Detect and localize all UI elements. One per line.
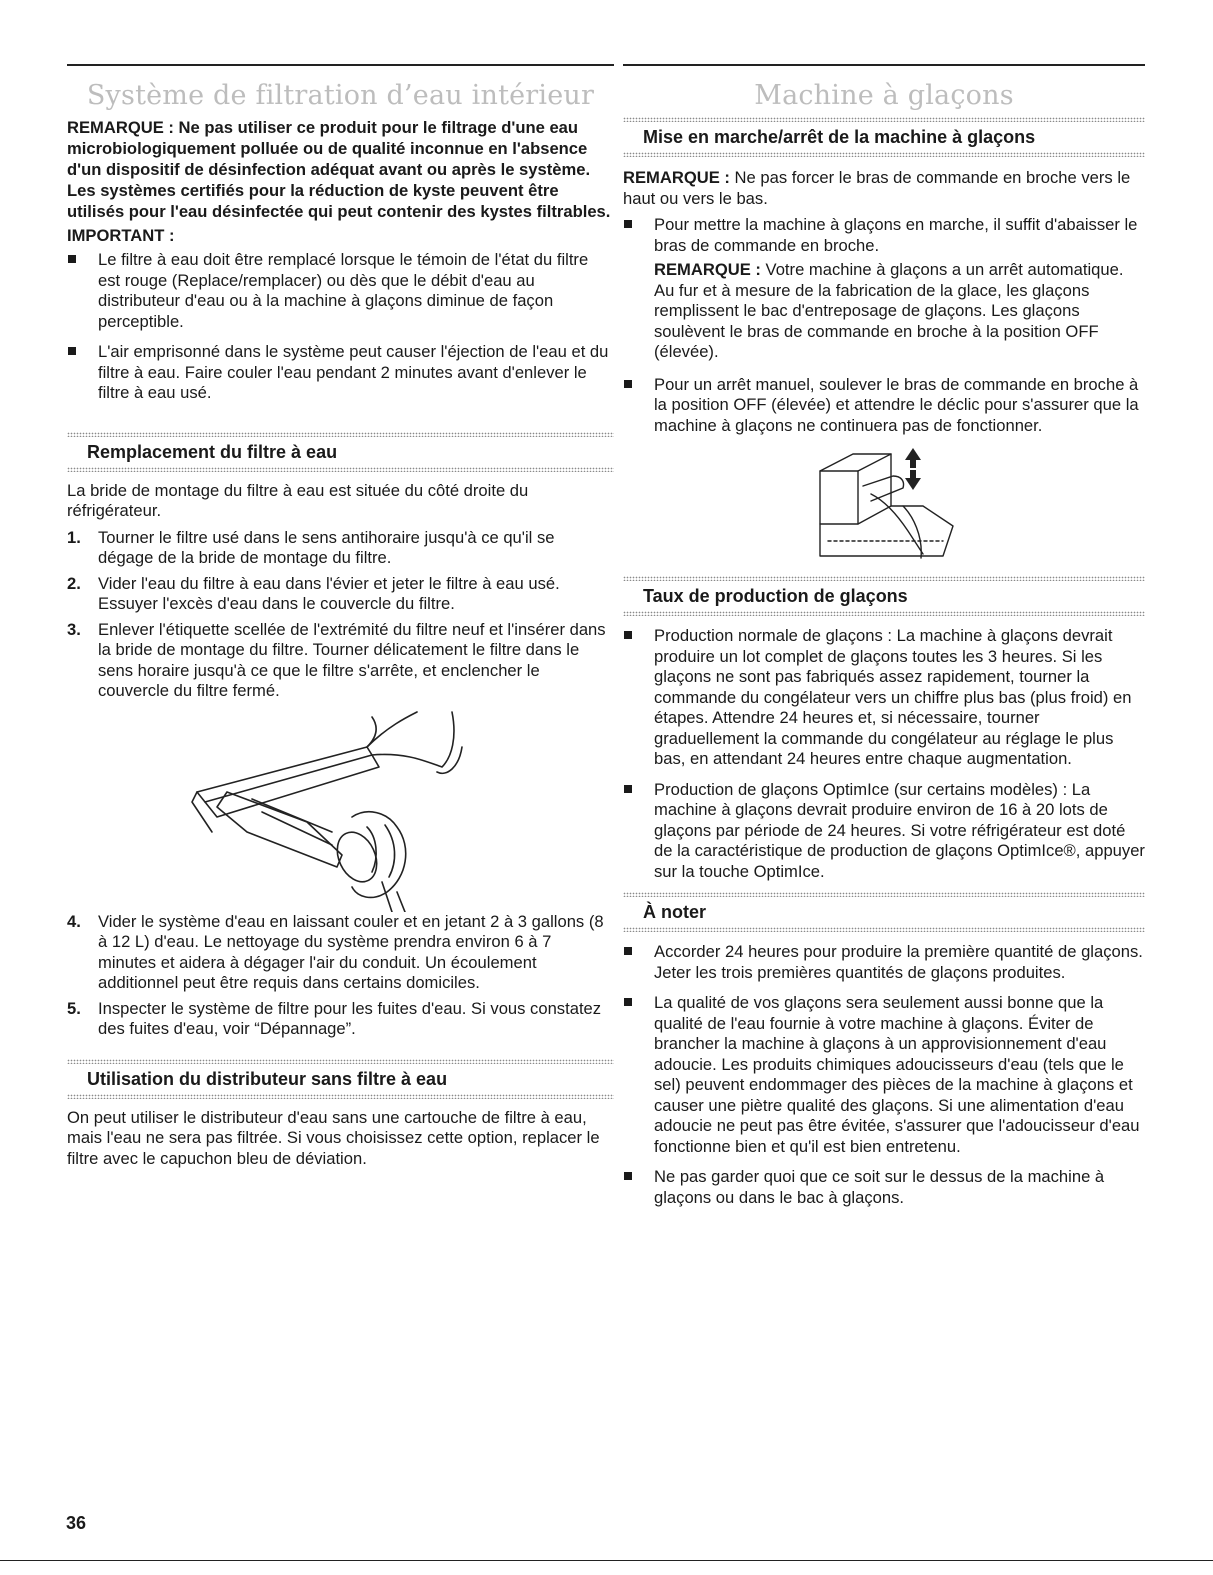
bullet-icon	[624, 947, 632, 955]
manual-stop-list	[623, 375, 1145, 437]
remarque-warning: REMARQUE : Ne pas utiliser ce produit pour le filtrage d'une eau microbiologiquement polluée ou de qualité inconnue en l'absence d'un dispositif de désinfection adéquat avant ou après le système. Les systèmes certifiés pour la réduction de kyste peuvent être utilisés pour l'eau désinfectée qui peut contenir des kystes filtrables.	[67, 118, 611, 221]
on-off-list	[623, 215, 1145, 256]
step-item: 4. Vider le système d'eau en laissant couler et en jetant 2 à 3 gallons (8 à 12 L) d'eau. Le nettoyage du système prendra environ 6 à 7 minutes et aidera à dégager l'air du conduit. Un écoulement additionnel peut être requis dans certains domiciles.	[67, 911, 604, 992]
bullet-icon	[624, 380, 632, 388]
dotted-divider	[67, 467, 614, 472]
list-item: Accorder 24 heures pour produire la première quantité de glaçons. Jeter les trois premières quantités de glaçons produites.	[623, 942, 1145, 983]
bottom-rule	[0, 1560, 1213, 1561]
page-number: 36	[66, 1513, 87, 1533]
step-item: 2. Vider l'eau du filtre à eau dans l'évier et jeter le filtre à eau usé. Essuyer l'excès d'eau dans le couvercle du filtre.	[67, 573, 560, 613]
important-list	[67, 250, 614, 404]
filter-illustration	[67, 707, 614, 912]
subheading-ice-production-rate: Taux de production de glaçons	[643, 586, 908, 606]
bullet-icon	[68, 347, 76, 355]
step-item: 1. Tourner le filtre usé dans le sens antihoraire jusqu'à ce qu'il se dégage de la bride de montage du filtre.	[67, 527, 555, 567]
dotted-divider	[623, 152, 1145, 157]
subheading-a-noter: À noter	[643, 902, 706, 922]
top-rule-left	[67, 64, 614, 66]
automatic-stop-note: REMARQUE : Votre machine à glaçons a un arrêt automatique. Au fur et à mesure de la fabrication de la glace, les glaçons remplissent le bac d'entreposage de glaçons. Les glaçons soulèvent le bras de commande en broche à la position OFF (élevée).	[654, 260, 1124, 361]
step-item: 3. Enlever l'étiquette scellée de l'extrémité du filtre neuf et l'insérer dans la bride de montage du filtre. Tourner délicatement le filtre dans le sens horaire jusqu'à ce que le filtre s'arrête, et enclencher le couvercle du filtre fermé.	[67, 619, 606, 700]
list-item: La qualité de vos glaçons sera seulement aussi bonne que la qualité de l'eau fournie à votre machine à glaçons. Éviter de brancher la machine à glaçons à un approvisionnement d'eau adoucie. Les produits chimiques adoucisseurs d'eau (tels que le sel) peuvent endommager des pièces de la machine à glaçons et causer une piètre qualité des glaçons. Si une alimentation d'eau adoucie ne peut pas être évitée, s'assurer que l'adoucisseur d'eau fonctionne bien et qu'il est bien entretenu.	[623, 993, 1145, 1157]
filter-drawing	[67, 707, 614, 912]
production-rate-list	[623, 626, 1145, 882]
subheading-ice-maker-on-off: Mise en marche/arrêt de la machine à glaçons	[643, 127, 1036, 147]
arrow-up-icon	[905, 448, 921, 460]
filter-location-text: La bride de montage du filtre à eau est située du côté droite du réfrigérateur.	[67, 480, 529, 520]
list-item: Production de glaçons OptimIce (sur certains modèles) : La machine à glaçons devrait produire environ de 16 à 20 lots de glaçons par période de 24 heures. Si votre réfrigérateur est doté de la caractéristique de production de glaçons OptimIce®, appuyer sur la touche OptimIce.	[623, 780, 1145, 883]
dotted-divider	[67, 1094, 614, 1099]
dotted-divider	[623, 927, 1145, 932]
right-column	[623, 64, 1145, 1218]
list-item: Ne pas garder quoi que ce soit sur le dessus de la machine à glaçons ou dans le bac à glaçons.	[623, 1167, 1145, 1208]
section-title-water-filtration: Système de filtration d’eau intérieur	[86, 80, 595, 111]
bullet-icon	[624, 220, 632, 228]
dispenser-without-filter-text: On peut utiliser le distributeur d'eau sans une cartouche de filtre à eau, mais l'eau ne sera pas filtrée. Si vous choisissez cette option, replacer le filtre avec le capuchon bleu de déviation.	[67, 1107, 600, 1168]
top-rule-right	[623, 64, 1145, 66]
list-item: Pour mettre la machine à glaçons en marche, il suffit d'abaisser le bras de commande en broche.	[623, 215, 1145, 256]
replacement-steps	[67, 528, 614, 702]
list-item: Production normale de glaçons : La machine à glaçons devrait produire un lot complet de glaçons toutes les 3 heures. Si les glaçons ne sont pas fabriqués assez rapidement, tourner la commande du congélateur vers un chiffre plus bas (plus froid) en étapes. Attendre 24 heures et, si nécessaire, tourner graduellement la commande du congélateur au réglage le plus bas, en attendant 24 heures entre chaque augmentation.	[623, 626, 1145, 770]
bullet-icon	[624, 1172, 632, 1180]
dotted-divider	[623, 611, 1145, 616]
on-off-remarque: REMARQUE : Ne pas forcer le bras de commande en broche vers le haut ou vers le bas.	[623, 168, 1131, 208]
step-item: 5. Inspecter le système de filtre pour les fuites d'eau. Si vous constatez des fuites d'eau, voir “Dépannage”.	[67, 998, 602, 1038]
subheading-filter-replacement: Remplacement du filtre à eau	[87, 441, 338, 462]
bullet-icon	[624, 785, 632, 793]
section-title-ice-maker: Machine à glaçons	[754, 80, 1014, 111]
ice-maker-illustration	[623, 446, 1145, 576]
bullet-icon	[68, 255, 76, 263]
bullet-icon	[624, 998, 632, 1006]
list-item: L'air emprisonné dans le système peut causer l'éjection de l'eau et du filtre à eau. Faire couler l'eau pendant 2 minutes avant d'enlever le filtre à eau usé.	[67, 342, 614, 404]
ice-maker-drawing	[623, 446, 1145, 576]
replacement-steps-continued	[67, 912, 614, 1040]
list-item: Pour un arrêt manuel, soulever le bras de commande en broche à la position OFF (élevée) et attendre le déclic pour s'assurer que la machine à glaçons ne continuera pas de fonctionner.	[623, 375, 1145, 437]
a-noter-list	[623, 942, 1145, 1208]
left-column	[67, 64, 614, 1169]
list-item: Le filtre à eau doit être remplacé lorsque le témoin de l'état du filtre est rouge (Replace/remplacer) ou dès que le débit d'eau au distributeur d'eau ou à la machine à glaçons diminue de façon perceptible.	[67, 250, 614, 332]
important-label: IMPORTANT :	[67, 226, 175, 245]
bullet-icon	[624, 631, 632, 639]
subheading-dispenser-without-filter: Utilisation du distributeur sans filtre à eau	[87, 1068, 448, 1089]
arrow-down-icon	[905, 478, 921, 490]
